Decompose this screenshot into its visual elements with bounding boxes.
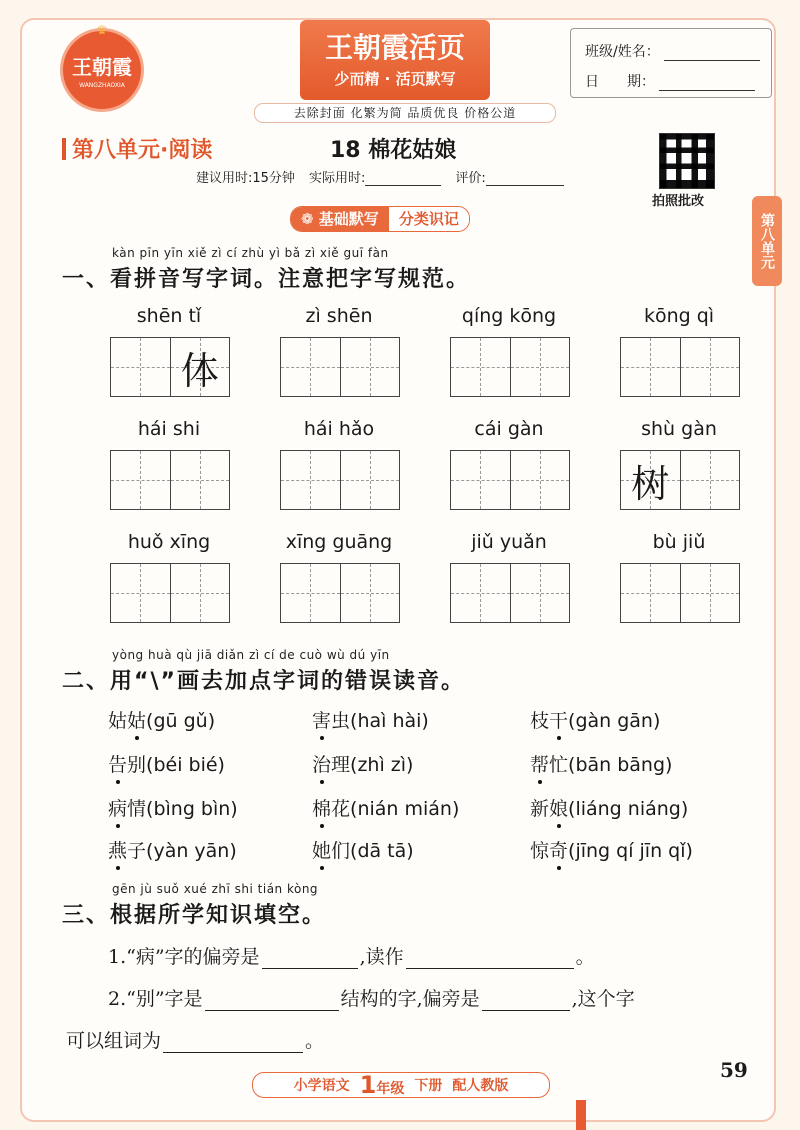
q2-char: 棉 [312,798,332,820]
q1-pinyin-label: shù gàn [641,418,717,440]
tianzige-cell[interactable] [451,451,510,509]
q3-line-1 [108,942,595,969]
q3-blank[interactable] [262,948,358,969]
q1-pinyin-label: cái gàn [474,418,544,440]
q2-char: 奇 [549,840,569,862]
q2-item [108,750,225,777]
q2-char: 她 [312,840,332,862]
written-character [111,564,170,622]
tianzige-box [450,563,570,623]
q2-char: 情 [127,798,147,820]
brand-logo [60,23,144,112]
q2-pinyin-options[interactable]: (jīng qí jīn qǐ) [568,840,693,862]
q2-item [530,794,688,821]
q2-heading: 二、用“\”画去加点字词的错误读音。 [62,669,465,694]
q2-pinyin-options[interactable]: (gàn gān) [568,710,661,732]
q2-item [312,706,429,733]
actual-time-label: 实际用时: [308,171,366,186]
written-character [341,564,400,622]
tianzige-box [280,563,400,623]
written-character [621,564,680,622]
q2-char: 惊 [530,840,550,862]
class-name-label: 班级/姓名： [585,44,660,60]
q2-item [312,836,414,863]
tianzige-cell[interactable] [451,564,510,622]
tianzige-cell[interactable] [170,564,230,622]
q3-text: 1.“病”字的偏旁是 [108,946,260,968]
date-label: 日 期： [585,74,655,90]
q3-text: 2.“别”字是 [108,988,203,1010]
q2-char: 虫 [331,710,351,732]
q1-pinyin-label: zì shēn [305,305,373,327]
q2-char: 治 [312,754,332,776]
q2-item [312,750,413,777]
q2-char: 姑 [127,710,147,732]
written-character [451,451,510,509]
tianzige-cell[interactable] [510,564,570,622]
spine-mark [576,1100,586,1130]
q1-pinyin-label: kōng qì [643,305,715,327]
tianzige-cell[interactable] [451,338,510,396]
q1-pinyin-label: jiǔ yuǎn [471,531,547,553]
written-character [511,338,570,396]
q2-char: 别 [127,754,147,776]
tianzige-box [620,337,740,397]
class-name-field[interactable] [664,46,760,61]
student-info-box [570,28,772,98]
footer-edition: 配人教版 [452,1078,509,1094]
tianzige-cell[interactable] [680,338,740,396]
written-character [681,564,740,622]
footer-grade: 1 [359,1071,377,1099]
q2-char: 们 [331,840,351,862]
q2-pinyin-options[interactable]: (haì hài) [350,710,429,732]
q2-pinyin-options[interactable]: (béi bié) [146,754,225,776]
time-info [196,167,564,186]
written-character [281,564,340,622]
section-b: 分类识记 [389,207,469,231]
evaluation-field[interactable] [486,171,564,186]
tianzige-box [620,563,740,623]
q2-item [108,836,237,863]
written-character [171,564,230,622]
q1-pinyin-label: shēn tǐ [136,305,202,327]
footer-volume: 下册 [414,1078,443,1094]
written-character [341,338,400,396]
q2-pinyin-options[interactable]: (yàn yān) [146,840,237,862]
tianzige-cell[interactable] [621,338,680,396]
q2-char: 枝 [530,710,550,732]
q1-pinyin-label: qíng kōng [461,305,557,327]
tianzige-cell[interactable] [111,564,170,622]
q2-item [530,706,660,733]
brand-subtitle: 少而精 · 活页默写 [334,70,456,88]
tianzige-box [110,337,230,397]
q2-char: 花 [331,798,351,820]
written-character [341,451,400,509]
evaluation-label: 评价: [455,171,486,186]
q3-line-2 [108,984,635,1011]
q1-pinyin-label: bù jiǔ [652,531,706,553]
written-character: 树 [631,461,670,506]
footer-subject: 小学语文 [293,1078,350,1094]
q2-pinyin-options[interactable]: (bān bāng) [568,754,673,776]
written-character [281,338,340,396]
written-character [681,338,740,396]
q1-pinyin: kàn pīn yīn xiě zì cí zhù yì bǎ zì xiě guī fàn [112,246,389,260]
q2-pinyin-options[interactable]: (nián mián) [350,798,460,820]
tianzige-box [110,450,230,510]
q2-char: 理 [331,754,351,776]
q2-char: 害 [312,710,332,732]
q2-pinyin-options[interactable]: (bìng bìn) [146,798,238,820]
tianzige-cell[interactable] [621,564,680,622]
q2-char: 干 [549,710,569,732]
logo-tag: WANGZHAOXIA [79,82,125,89]
q3-text: ,读作 [359,946,404,968]
date-row [585,71,755,91]
q3-blank[interactable] [163,1032,303,1053]
tianzige-cell[interactable] [680,451,740,509]
tianzige-cell[interactable] [281,451,340,509]
q2-char: 娘 [549,798,569,820]
written-character [171,451,230,509]
q1-pinyin-label: hái hǎo [303,418,375,440]
q2-char: 告 [108,754,128,776]
q3-text: 结构的字,偏旁是 [340,988,480,1010]
actual-time-field[interactable] [365,171,441,186]
q2-pinyin-options[interactable]: (liáng niáng) [568,798,689,820]
written-character [111,451,170,509]
written-character [451,338,510,396]
q3-text: 。 [305,1030,325,1052]
q2-pinyin: yòng huà qù jiā diǎn zì cí de cuò wù dú yīn [112,648,390,662]
tianzige-box [280,337,400,397]
tianzige-cell[interactable] [281,338,340,396]
tianzige-box [450,450,570,510]
q3-blank[interactable] [205,990,339,1011]
logo-name: 王朝霞 [72,55,132,79]
page-number: 59 [720,1058,748,1082]
brand-title: 王朝霞活页 [324,31,465,64]
tianzige-cell[interactable] [111,451,170,509]
q3-heading: 三、根据所学知识填空。 [62,903,327,928]
q2-char: 帮 [530,754,550,776]
q2-item [530,750,672,777]
written-character [511,564,570,622]
brand-banner [300,20,490,100]
q3-text: 。 [575,946,595,968]
suggest-time: 建议用时:15分钟 [196,171,295,186]
written-character [681,451,740,509]
q3-text: ,这个字 [571,988,635,1010]
q3-blank[interactable] [482,990,570,1011]
unit-title: 第八单元·阅读 [62,133,212,164]
written-character [281,451,340,509]
q2-item [108,794,238,821]
tagline: 去除封面 化繁为简 品质优良 价格公道 [254,103,556,123]
q3-pinyin: gēn jù suǒ xué zhī shi tián kòng [112,882,319,896]
q1-heading: 一、看拼音写字词。注意把字写规范。 [62,267,471,292]
q2-pinyin-options[interactable]: (zhì zì) [350,754,414,776]
q3-blank[interactable] [406,948,574,969]
q1-pinyin-label: hái shi [137,418,201,440]
q2-char: 燕 [108,840,128,862]
q2-pinyin-options[interactable]: (dā tā) [350,840,414,862]
tianzige-box [620,450,740,510]
tianzige-cell[interactable] [340,338,400,396]
tianzige-cell[interactable] [170,338,230,396]
q3-line-3 [66,1026,324,1053]
written-character [451,564,510,622]
q2-char: 忙 [549,754,569,776]
tianzige-cell[interactable] [170,451,230,509]
written-character [111,338,170,396]
crown-icon: ♛ [96,23,108,37]
tianzige-box [280,450,400,510]
q2-char: 新 [530,798,550,820]
tianzige-cell[interactable] [510,338,570,396]
written-character: 体 [180,348,219,393]
tianzige-box [110,563,230,623]
tianzige-cell[interactable] [340,451,400,509]
tianzige-box [450,337,570,397]
written-character [621,338,680,396]
lesson-title: 18 棉花姑娘 [330,138,457,163]
q2-pinyin-options[interactable]: (gū gǔ) [146,710,216,732]
written-character [511,451,570,509]
section-a: ❁ 基础默写 [291,207,389,231]
tianzige-cell[interactable] [680,564,740,622]
side-tab: 第八单元 [752,196,782,286]
q1-pinyin-label: huǒ xīng [127,531,211,553]
q1-pinyin-label: xīng guāng [285,531,393,553]
footer-pill [252,1072,550,1098]
q2-item [312,794,459,821]
q2-item [530,836,693,863]
q2-char: 病 [108,798,128,820]
section-pill [290,206,470,232]
q2-item [108,706,215,733]
q2-char: 姑 [108,710,128,732]
tianzige-cell[interactable] [340,564,400,622]
tianzige-cell[interactable] [281,564,340,622]
class-name-row [585,41,760,61]
tianzige-cell[interactable] [621,451,680,509]
tianzige-cell[interactable] [111,338,170,396]
footer-grade-unit: 年级 [376,1081,405,1097]
q3-text: 可以组词为 [66,1030,162,1052]
qr-label: 拍照批改 [652,194,705,209]
q2-char: 子 [127,840,147,862]
qr-code-icon[interactable] [659,133,715,189]
date-field[interactable] [659,76,755,91]
tianzige-cell[interactable] [510,451,570,509]
